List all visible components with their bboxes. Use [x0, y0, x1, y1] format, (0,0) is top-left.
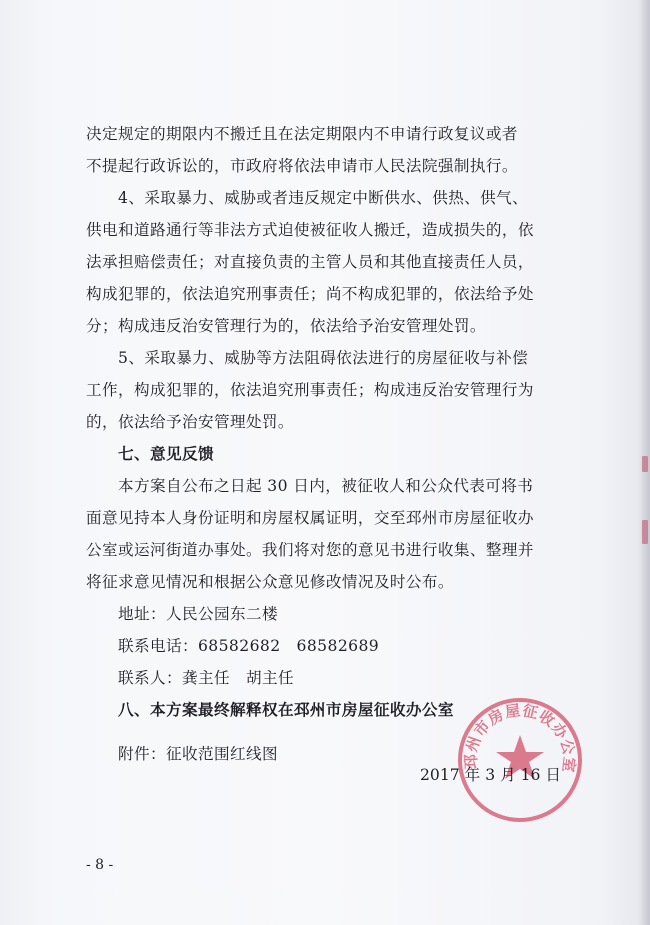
text-line: 5、采取暴力、威胁等方法阻碍依法进行的房屋征收与补偿: [118, 349, 529, 367]
text-line: 本方案自公布之日起 30 日内，被征收人和公众代表可将书: [118, 477, 534, 495]
contact-phone-line: 联系电话：68582682 68582689: [118, 637, 380, 655]
text-line: 将征求意见情况和根据公众意见修改情况及时公布。: [86, 573, 454, 591]
text-line: 供电和道路通行等非法方式迫使被征收人搬迁，造成损失的，依: [86, 221, 534, 239]
text-line: 的，依法给予治安管理处罚。: [86, 413, 294, 431]
edge-ink-mark: [642, 520, 648, 544]
seal-text: 邳州市房屋征收办公室: [461, 701, 579, 775]
text-line: 分；构成违反治安管理行为的，依法给予治安管理处罚。: [86, 317, 486, 335]
page-number: - 8 -: [86, 857, 114, 873]
text-line: 不提起行政诉讼的，市政府将依法申请市人民法院强制执行。: [86, 157, 518, 175]
official-seal: [455, 695, 585, 825]
text-line: 法承担赔偿责任；对直接负责的主管人员和其他直接责任人员，: [86, 253, 534, 271]
attachment-line: 附件：征收范围红线图: [118, 745, 278, 763]
text-line: 4、采取暴力、威胁或者违反规定中断供水、供热、供气、: [118, 189, 529, 207]
document-date: 2017 年 3 月 16 日: [420, 766, 562, 784]
edge-ink-mark: [642, 456, 648, 472]
text-line: 公室或运河街道办事处。我们将对您的意见书进行收集、整理并: [86, 541, 534, 559]
section-heading: 七、意见反馈: [118, 445, 214, 463]
address-line: 地址：人民公园东二楼: [118, 605, 278, 623]
section-heading: 八、本方案最终解释权在邳州市房屋征收办公室: [118, 701, 454, 719]
text-line: 面意见持本人身份证明和房屋权属证明，交至邳州市房屋征收办: [86, 509, 534, 527]
contact-person-line: 联系人：龚主任 胡主任: [118, 669, 294, 687]
text-line: 工作，构成犯罪的，依法追究刑事责任；构成违反治安管理行为: [86, 381, 534, 399]
text-line: 决定规定的期限内不搬迁且在法定期限内不申请行政复议或者: [86, 125, 518, 143]
text-line: 构成犯罪的，依法追究刑事责任；尚不构成犯罪的，依法给予处: [86, 285, 534, 303]
